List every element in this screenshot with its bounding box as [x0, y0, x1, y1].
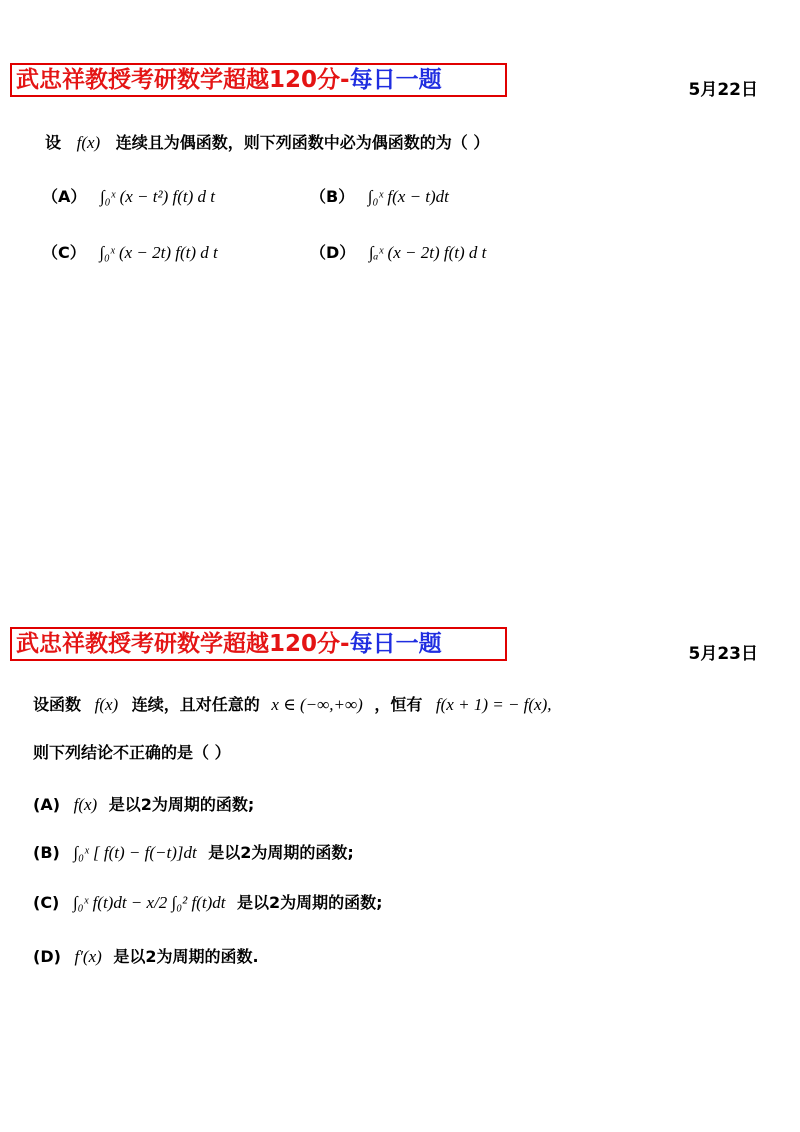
option-formula: ∫₀ˣ [ f(t) − f(−t)]dt	[73, 843, 197, 862]
option-label: (B)	[33, 843, 60, 862]
problem-2-banner	[10, 627, 507, 661]
problem-1-stem	[45, 130, 489, 153]
option-formula: ∫₀ˣ (x − 2t) f(t) d t	[99, 243, 218, 262]
option-desc: 是以2为周期的函数;	[208, 843, 354, 862]
problem-1-option-c	[42, 240, 218, 263]
problem-2-date: 5月23日	[688, 644, 758, 664]
stem-domain: x ∈ (−∞,+∞)	[271, 695, 363, 714]
option-formula: ∫ₐˣ (x − 2t) f(t) d t	[368, 243, 487, 262]
option-formula: f′(x)	[74, 947, 102, 966]
option-formula: ∫₀ˣ f(x − t)dt	[367, 187, 449, 206]
problem-2-stem-line2: 则下列结论不正确的是（ ）	[33, 743, 231, 762]
problem-1-option-b	[310, 184, 449, 207]
stem-function: f(x)	[76, 133, 101, 152]
stem-part2: 连续，且对任意的	[131, 695, 260, 714]
option-label: （D）	[310, 243, 356, 262]
problem-1-date: 5月22日	[688, 80, 758, 100]
option-label: (A)	[33, 795, 61, 814]
stem-part1: 设函数	[33, 695, 82, 714]
problem-2-option-a	[33, 792, 254, 815]
stem-text: 连续且为偶函数，则下列函数中必为偶函数的为（ ）	[115, 133, 490, 152]
option-formula: ∫₀ˣ (x − t²) f(t) d t	[99, 187, 215, 206]
problem-2-option-d	[33, 944, 259, 967]
problem-1-option-d	[310, 240, 486, 263]
problem-1-option-a	[42, 184, 215, 207]
banner-title: 武忠祥教授考研数学超越120分-	[16, 631, 350, 657]
option-label: （C）	[42, 243, 86, 262]
option-desc: 是以2为周期的函数;	[237, 893, 383, 912]
banner-daily: 每日一题	[349, 67, 442, 93]
banner-title: 武忠祥教授考研数学超越120分-	[16, 67, 350, 93]
stem-prefix: 设	[45, 133, 62, 152]
option-label: (D)	[33, 947, 61, 966]
option-label: (C)	[33, 893, 60, 912]
option-desc: 是以2为周期的函数.	[113, 947, 259, 966]
problem-1-banner	[10, 63, 507, 97]
option-label: （B）	[310, 187, 355, 206]
option-desc: 是以2为周期的函数;	[108, 795, 255, 814]
problem-2-option-c	[33, 890, 383, 913]
problem-2-stem	[33, 692, 552, 715]
option-formula: ∫₀ˣ f(t)dt − x/2 ∫₀² f(t)dt	[72, 893, 226, 912]
stem-equation: f(x + 1) = − f(x),	[435, 695, 552, 714]
banner-daily: 每日一题	[349, 631, 442, 657]
option-formula: f(x)	[73, 795, 98, 814]
problem-2-option-b	[33, 840, 354, 863]
stem-function: f(x)	[94, 695, 119, 714]
stem-part3: ，恒有	[374, 695, 423, 714]
option-label: （A）	[42, 187, 87, 206]
